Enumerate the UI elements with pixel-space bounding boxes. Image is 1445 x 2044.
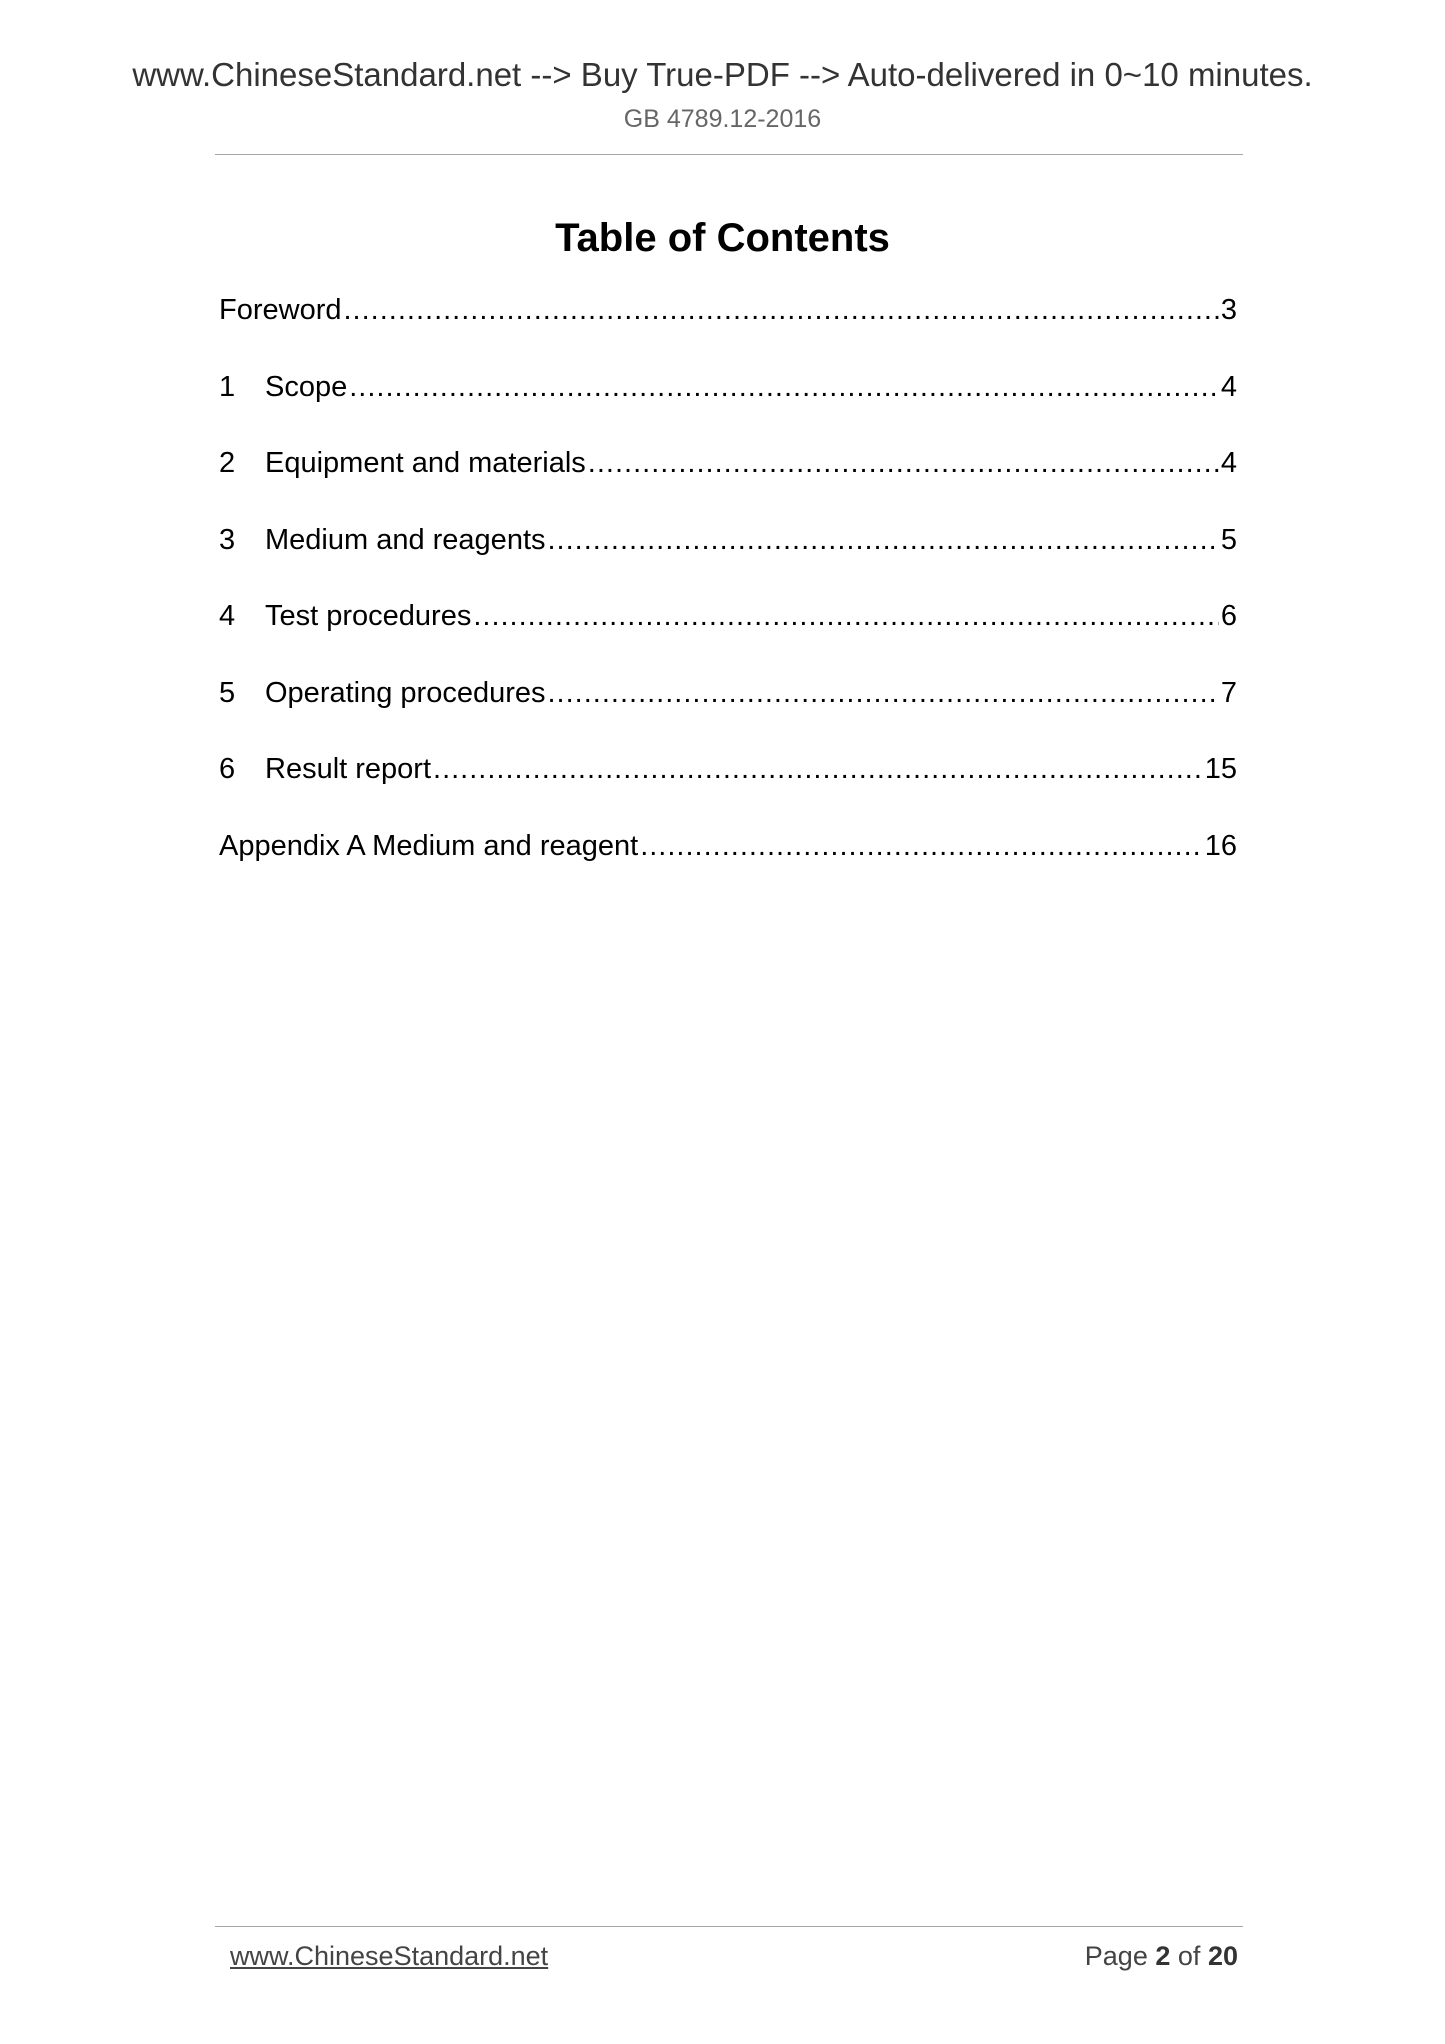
page-current: 2 [1155, 1941, 1171, 1971]
page-number [1085, 1941, 1238, 1972]
page-of: of [1177, 1941, 1201, 1971]
toc-entry-page: 16 [1204, 829, 1237, 862]
toc-entry-number: 6 [219, 753, 236, 785]
toc-entry-number: 5 [219, 676, 236, 709]
footer-divider [215, 1926, 1243, 1927]
toc-entry-appendix-a[interactable] [219, 828, 1237, 905]
footer-website-link[interactable]: www.ChineseStandard.net [230, 1941, 549, 1971]
standard-code: GB 4789.12-2016 [623, 105, 822, 133]
table-of-contents [219, 292, 1237, 904]
toc-entry-label: Medium and reagents [265, 523, 546, 556]
toc-entry-number: 3 [219, 523, 236, 556]
toc-entry-label: Scope [265, 370, 348, 403]
toc-title: Table of Contents [555, 216, 890, 260]
toc-entry-page: 3 [1220, 294, 1237, 326]
header-banner: www.ChineseStandard.net --> Buy True-PDF --> Auto-delivered in 0~10 minutes. [132, 56, 1313, 93]
toc-leader-dots [344, 292, 1219, 328]
toc-entry-label: Foreword [219, 294, 342, 326]
toc-entry-page: 15 [1204, 753, 1237, 785]
toc-entry-foreword[interactable] [219, 292, 1237, 369]
toc-leader-dots [588, 445, 1219, 481]
toc-entry-label: Appendix A Medium and reagent [219, 829, 639, 862]
toc-entry-result-report[interactable] [219, 751, 1237, 828]
toc-entry-page: 6 [1220, 600, 1237, 632]
toc-entry-test-procedures[interactable] [219, 598, 1237, 675]
toc-entry-page: 7 [1220, 676, 1237, 709]
toc-leader-dots [548, 522, 1219, 558]
toc-entry-label: Test procedures [265, 600, 472, 632]
toc-entry-equipment[interactable] [219, 445, 1237, 522]
page-prefix: Page [1084, 1941, 1148, 1971]
toc-leader-dots [433, 751, 1203, 787]
toc-leader-dots [548, 675, 1219, 711]
toc-entry-label: Result report [265, 753, 432, 785]
toc-entry-label: Operating procedures [265, 676, 546, 709]
toc-entry-operating-procedures[interactable] [219, 675, 1237, 752]
toc-entry-page: 4 [1220, 370, 1237, 403]
toc-entry-number: 4 [219, 600, 236, 632]
page-total: 20 [1207, 1941, 1238, 1971]
toc-leader-dots [349, 369, 1219, 405]
toc-entry-scope[interactable] [219, 369, 1237, 446]
header-divider [215, 154, 1243, 155]
toc-entry-number: 2 [219, 447, 236, 479]
toc-entry-medium[interactable] [219, 522, 1237, 599]
toc-entry-page: 4 [1220, 447, 1237, 479]
toc-leader-dots [473, 598, 1219, 634]
toc-entry-label: Equipment and materials [265, 447, 586, 479]
toc-entry-page: 5 [1220, 523, 1237, 556]
toc-entry-number: 1 [219, 370, 236, 403]
toc-leader-dots [640, 828, 1203, 864]
